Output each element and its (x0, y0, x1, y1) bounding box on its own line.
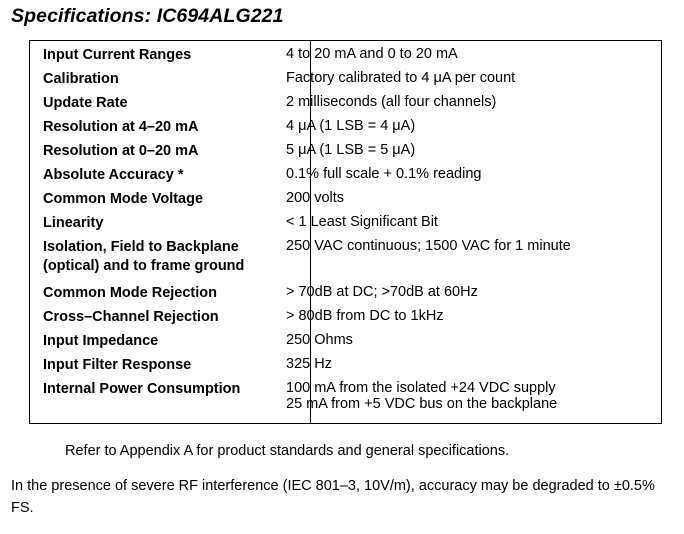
spec-label: Cross–Channel Rejection (43, 309, 219, 325)
spec-value-line-2: 25 mA from +5 VDC bus on the backplane (286, 396, 558, 412)
spec-label: Input Current Ranges (43, 47, 192, 63)
spec-value: 250 Ohms (286, 332, 353, 348)
spec-label-line-1: Isolation, Field to Backplane (43, 239, 239, 255)
spec-label: Common Mode Rejection (43, 285, 218, 301)
spec-value: 2 milliseconds (all four channels) (286, 94, 497, 110)
spec-value-line-1: 100 mA from the isolated +24 VDC supply (286, 380, 556, 396)
spec-label: Absolute Accuracy * (43, 167, 184, 183)
spec-label: Update Rate (43, 95, 128, 111)
spec-value: 200 volts (286, 190, 345, 206)
spec-label: Input Impedance (43, 333, 159, 349)
appendix-note: Refer to Appendix A for product standards and general specifications. (65, 443, 510, 459)
rf-interference-note: In the presence of severe RF interference (IEC 801–3, 10V/m), accuracy may be degraded to ±0.5% FS. (11, 478, 655, 516)
page-title: Specifications: IC694ALG221 (11, 5, 284, 27)
spec-value: Factory calibrated to 4 μA per count (286, 70, 516, 86)
spec-value: 5 μA (1 LSB = 5 μA) (286, 142, 416, 158)
spec-label: Resolution at 4–20 mA (43, 119, 199, 135)
spec-value: 250 VAC continuous; 1500 VAC for 1 minute (286, 238, 571, 254)
spec-value: > 80dB from DC to 1kHz (286, 308, 444, 324)
spec-value (286, 380, 557, 412)
spec-value: 4 μA (1 LSB = 4 μA) (286, 118, 416, 134)
spec-value: 325 Hz (286, 356, 332, 372)
spec-label: Resolution at 0–20 mA (43, 143, 199, 159)
spec-value: 0.1% full scale + 0.1% reading (286, 166, 482, 182)
spec-label: Internal Power Consumption (43, 381, 241, 397)
spec-label (43, 238, 244, 276)
spec-value: > 70dB at DC; >70dB at 60Hz (286, 284, 478, 300)
spec-label: Calibration (43, 71, 119, 87)
spec-label: Common Mode Voltage (43, 191, 204, 207)
spec-label: Linearity (43, 215, 104, 231)
spec-label-line-2: (optical) and to frame ground (43, 258, 245, 274)
specifications-table (29, 40, 662, 424)
spec-label: Input Filter Response (43, 357, 192, 373)
spec-value: < 1 Least Significant Bit (286, 214, 438, 230)
spec-value: 4 to 20 mA and 0 to 20 mA (286, 46, 458, 62)
